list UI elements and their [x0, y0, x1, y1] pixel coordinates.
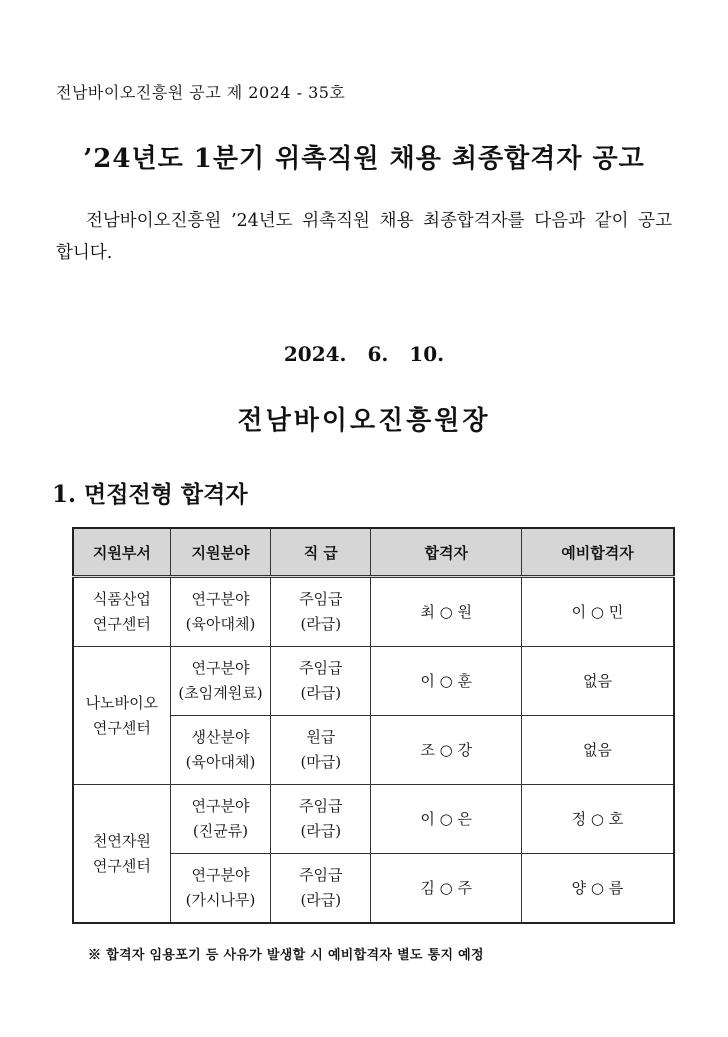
reserve-cell: 양 ○ 름	[521, 854, 674, 924]
header-department: 지원부서	[73, 528, 170, 577]
grade-cell: 주임급 (라급)	[271, 647, 371, 716]
results-table	[72, 527, 675, 924]
field-cell: 연구분야 (초임계원료)	[170, 647, 270, 716]
reserve-cell: 없음	[521, 716, 674, 785]
signer-name: 전남바이오진흥원장	[237, 406, 491, 436]
announcement-date: 2024. 6. 10.	[283, 342, 445, 366]
field-cell: 생산분야 (육아대체)	[170, 716, 270, 785]
passer-cell: 최 ○ 원	[371, 577, 522, 647]
body-paragraph: 전남바이오진흥원 ’24년도 위촉직원 채용 최종합격자를 다음과 같이 공고합니다.	[56, 211, 672, 263]
header-passer: 합격자	[371, 528, 522, 577]
grade-cell: 주임급 (라급)	[271, 854, 371, 924]
table-row	[73, 577, 674, 647]
grade-cell: 원급 (마급)	[271, 716, 371, 785]
department-cell: 나노바이오 연구센터	[73, 647, 170, 785]
table-row	[73, 785, 674, 854]
field-cell: 연구분야 (진균류)	[170, 785, 270, 854]
header-reserve: 예비합격자	[521, 528, 674, 577]
reserve-cell: 이 ○ 민	[521, 577, 674, 647]
field-cell: 연구분야 (가시나무)	[170, 854, 270, 924]
header-grade: 직 급	[271, 528, 371, 577]
reserve-cell: 없음	[521, 647, 674, 716]
field-cell: 연구분야 (육아대체)	[170, 577, 270, 647]
page-title: ’24년도 1분기 위촉직원 채용 최종합격자 공고	[83, 144, 645, 174]
passer-cell: 김 ○ 주	[371, 854, 522, 924]
passer-cell: 이 ○ 은	[371, 785, 522, 854]
grade-cell: 주임급 (라급)	[271, 577, 371, 647]
grade-cell: 주임급 (라급)	[271, 785, 371, 854]
table-header-row	[73, 528, 674, 577]
section-title: 1. 면접전형 합격자	[52, 481, 248, 508]
department-cell: 식품산업 연구센터	[73, 577, 170, 647]
reserve-cell: 정 ○ 호	[521, 785, 674, 854]
table-row	[73, 647, 674, 716]
header-field: 지원분야	[170, 528, 270, 577]
footnote: ※ 합격자 임용포기 등 사유가 발생할 시 예비합격자 별도 통지 예정	[88, 948, 484, 963]
passer-cell: 조 ○ 강	[371, 716, 522, 785]
notice-number: 전남바이오진흥원 공고 제 2024 - 35호	[56, 83, 346, 102]
department-cell: 천연자원 연구센터	[73, 785, 170, 924]
passer-cell: 이 ○ 훈	[371, 647, 522, 716]
